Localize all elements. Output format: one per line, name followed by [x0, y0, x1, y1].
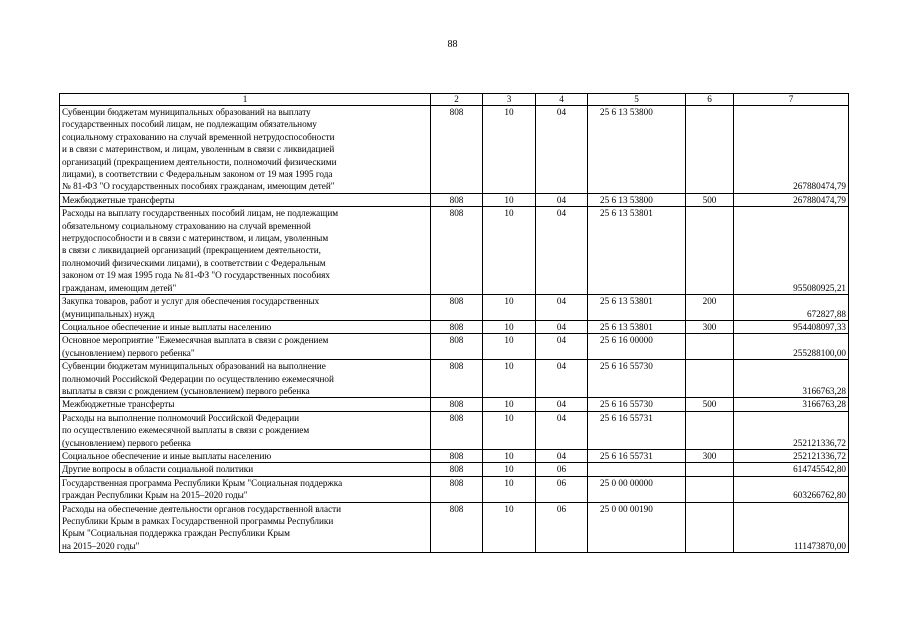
subsection-code: 04	[536, 334, 588, 360]
target-article-code: 25 0 00 00190	[588, 502, 686, 553]
target-article-code: 25 6 13 53800	[588, 193, 686, 206]
ministry-code: 808	[431, 476, 483, 502]
amount: 252121336,72	[734, 411, 849, 449]
header-cell-1: 1	[60, 94, 431, 106]
expense-type-code	[686, 360, 734, 398]
ministry-code: 808	[431, 360, 483, 398]
header-cell-3: 3	[483, 94, 536, 106]
table-row	[60, 360, 849, 398]
table-row	[60, 463, 849, 476]
amount: 252121336,72	[734, 449, 849, 462]
subsection-code: 04	[536, 320, 588, 333]
amount: 603266762,80	[734, 476, 849, 502]
ministry-code: 808	[431, 193, 483, 206]
header-cell-2: 2	[431, 94, 483, 106]
expense-type-code: 300	[686, 449, 734, 462]
expense-type-code	[686, 502, 734, 553]
target-article-code: 25 6 13 53801	[588, 295, 686, 321]
table-row	[60, 320, 849, 333]
expense-type-code	[686, 463, 734, 476]
section-code: 10	[483, 502, 536, 553]
amount: 3166763,28	[734, 360, 849, 398]
item-description: Основное мероприятие "Ежемесячная выплата в связи с рождением (усыновлением) первого ребенка"	[60, 334, 431, 360]
target-article-code: 25 6 16 55731	[588, 411, 686, 449]
header-row	[60, 94, 849, 106]
header-cell-7: 7	[734, 94, 849, 106]
ministry-code: 808	[431, 295, 483, 321]
target-article-code	[588, 463, 686, 476]
target-article-code: 25 6 16 55730	[588, 360, 686, 398]
expense-type-code: 200	[686, 295, 734, 321]
amount: 3166763,28	[734, 398, 849, 411]
item-description: Межбюджетные трансферты	[60, 193, 431, 206]
ministry-code: 808	[431, 207, 483, 295]
item-description: Расходы на обеспечение деятельности органов государственной власти Республики Крым в рамках Государственной программы Республики Крым "Социальная поддержка граждан Республики Крым на 2015–2020 годы"	[60, 502, 431, 553]
table-row	[60, 207, 849, 295]
subsection-code: 06	[536, 476, 588, 502]
item-description: Государственная программа Республики Крым "Социальная поддержка граждан Республики Крым на 2015–2020 годы"	[60, 476, 431, 502]
target-article-code: 25 0 00 00000	[588, 476, 686, 502]
table-row	[60, 449, 849, 462]
target-article-code: 25 6 16 55730	[588, 398, 686, 411]
header-cell-4: 4	[536, 94, 588, 106]
target-article-code: 25 6 13 53801	[588, 320, 686, 333]
expense-type-code	[686, 106, 734, 194]
amount: 614745542,80	[734, 463, 849, 476]
subsection-code: 04	[536, 449, 588, 462]
subsection-code: 04	[536, 106, 588, 194]
item-description: Закупка товаров, работ и услуг для обеспечения государственных (муниципальных) нужд	[60, 295, 431, 321]
expense-type-code	[686, 476, 734, 502]
section-code: 10	[483, 193, 536, 206]
header-cell-5: 5	[588, 94, 686, 106]
subsection-code: 04	[536, 398, 588, 411]
item-description: Другие вопросы в области социальной политики	[60, 463, 431, 476]
amount: 954408097,33	[734, 320, 849, 333]
table-row	[60, 193, 849, 206]
expense-type-code	[686, 411, 734, 449]
section-code: 10	[483, 106, 536, 194]
target-article-code: 25 6 16 55731	[588, 449, 686, 462]
section-code: 10	[483, 360, 536, 398]
table-row	[60, 334, 849, 360]
table-row	[60, 106, 849, 194]
subsection-code: 04	[536, 411, 588, 449]
table-row	[60, 502, 849, 553]
subsection-code: 04	[536, 360, 588, 398]
page-number: 88	[447, 39, 458, 50]
item-description: Субвенции бюджетам муниципальных образований на выполнение полномочий Российской Федерации по осуществлению ежемесячной выплаты в связи с рождением (усыновлением) первого ребенка	[60, 360, 431, 398]
ministry-code: 808	[431, 463, 483, 476]
amount: 111473870,00	[734, 502, 849, 553]
target-article-code: 25 6 13 53801	[588, 207, 686, 295]
amount: 955080925,21	[734, 207, 849, 295]
amount: 672827,88	[734, 295, 849, 321]
ministry-code: 808	[431, 334, 483, 360]
ministry-code: 808	[431, 398, 483, 411]
subsection-code: 06	[536, 502, 588, 553]
item-description: Расходы на выплату государственных пособий лицам, не подлежащим обязательному социальному страхованию на случай временной нетрудоспособности и в связи с материнством, и лицам, уволенным в связи с ликвидацией организаций (прекращением деятельности, полномочий физическими лицами), в соответствии с Федеральным законом от 19 мая 1995 года № 81-ФЗ "О государственных пособиях гражданам, имеющим детей"	[60, 207, 431, 295]
expense-type-code: 500	[686, 193, 734, 206]
section-code: 10	[483, 449, 536, 462]
expense-type-code	[686, 334, 734, 360]
section-code: 10	[483, 463, 536, 476]
ministry-code: 808	[431, 411, 483, 449]
section-code: 10	[483, 476, 536, 502]
table-row	[60, 398, 849, 411]
subsection-code: 04	[536, 295, 588, 321]
budget-table	[59, 93, 849, 553]
ministry-code: 808	[431, 320, 483, 333]
subsection-code: 04	[536, 193, 588, 206]
item-description: Межбюджетные трансферты	[60, 398, 431, 411]
subsection-code: 06	[536, 463, 588, 476]
item-description: Социальное обеспечение и иные выплаты населению	[60, 320, 431, 333]
section-code: 10	[483, 320, 536, 333]
table-row	[60, 411, 849, 449]
table-row	[60, 295, 849, 321]
ministry-code: 808	[431, 449, 483, 462]
expense-type-code: 500	[686, 398, 734, 411]
amount: 267880474,79	[734, 106, 849, 194]
amount: 255288100,00	[734, 334, 849, 360]
section-code: 10	[483, 295, 536, 321]
ministry-code: 808	[431, 106, 483, 194]
item-description: Субвенции бюджетам муниципальных образований на выплату государственных пособий лицам, не подлежащим обязательному социальному страхованию на случай временной нетрудоспособности и в связи с материнством, и лицам, уволенным в связи с ликвидацией организаций (прекращением деятельности, полномочий физическими лицами), в соответствии с Федеральным законом от 19 мая 1995 года № 81-ФЗ "О государственных пособиях гражданам, имеющим детей"	[60, 106, 431, 194]
ministry-code: 808	[431, 502, 483, 553]
item-description: Социальное обеспечение и иные выплаты населению	[60, 449, 431, 462]
subsection-code: 04	[536, 207, 588, 295]
expense-type-code	[686, 207, 734, 295]
target-article-code: 25 6 16 00000	[588, 334, 686, 360]
header-cell-6: 6	[686, 94, 734, 106]
expense-type-code: 300	[686, 320, 734, 333]
section-code: 10	[483, 207, 536, 295]
section-code: 10	[483, 398, 536, 411]
section-code: 10	[483, 334, 536, 360]
section-code: 10	[483, 411, 536, 449]
target-article-code: 25 6 13 53800	[588, 106, 686, 194]
amount: 267880474,79	[734, 193, 849, 206]
table-row	[60, 476, 849, 502]
item-description: Расходы на выполнение полномочий Российской Федерации по осуществлению ежемесячной выплаты в связи с рождением (усыновлением) первого ребенка	[60, 411, 431, 449]
